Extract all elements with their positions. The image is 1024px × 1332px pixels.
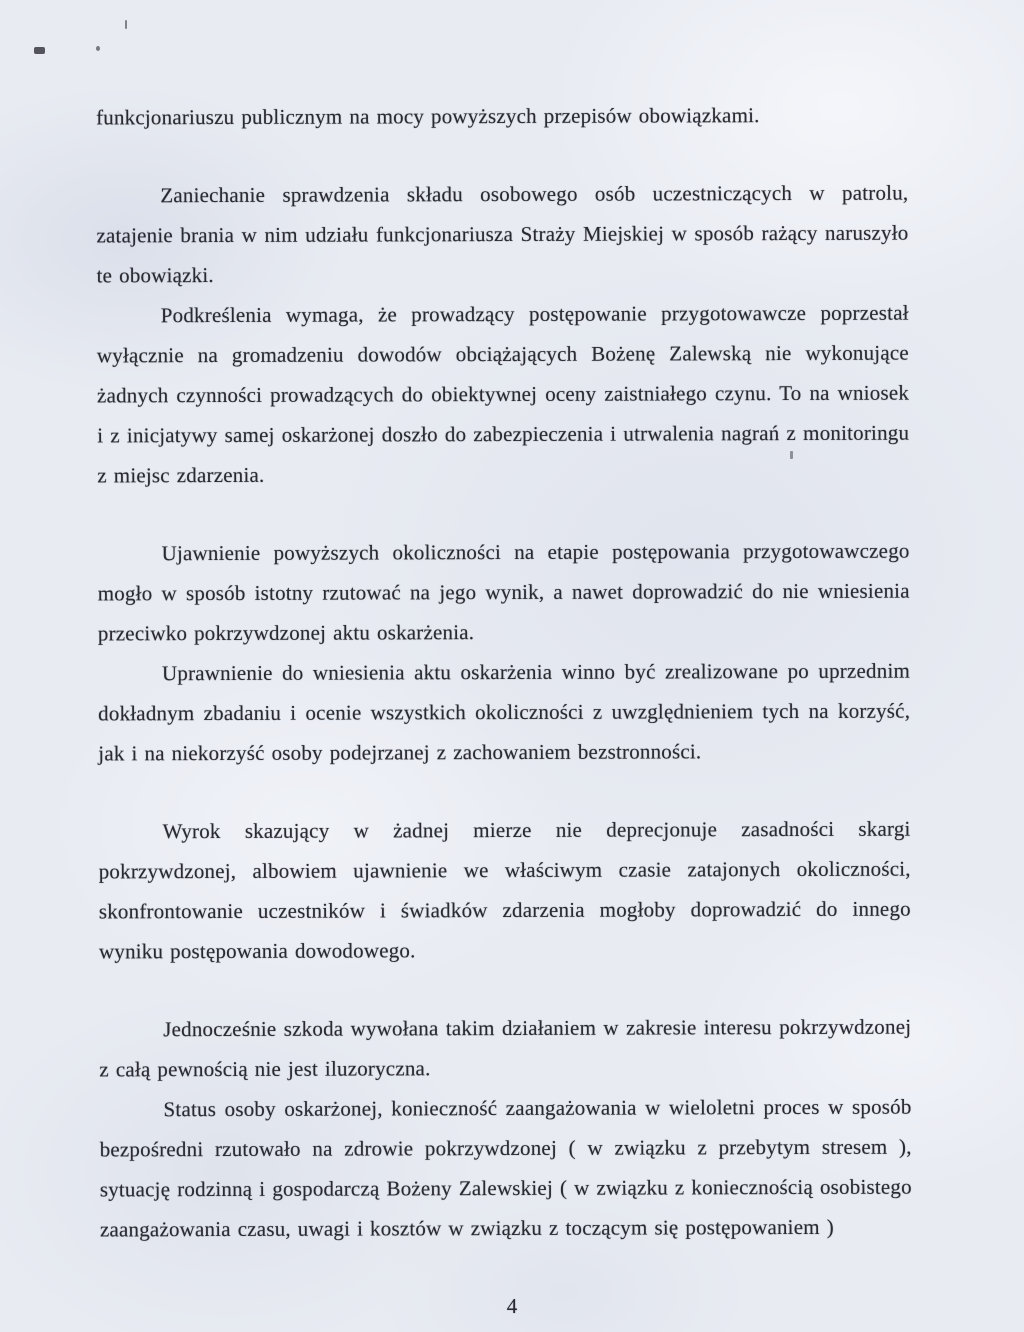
document-body: [96, 95, 912, 1250]
paragraph: Status osoby oskarżonej, konieczność zaangażowania w wieloletni proces w sposób bezpośredni rzutowało na zdrowie pokrzywdzonej ( w związku z przebytym stresem ), sytuację rodzinną i gospodarczą Bożeny Zalewskiej ( w związku z koniecznością osobistego zaangażowania czasu, uwagi i kosztów w związku z toczącym się postępowaniem ): [99, 1094, 912, 1242]
paragraph-continuation: funkcjonariuszu publicznym na mocy powyższych przepisów obowiązkami.: [96, 103, 760, 130]
page-number: 4: [506, 1294, 518, 1318]
scan-speck: [34, 47, 45, 54]
paragraph: Zaniechanie sprawdzenia składu osobowego osób uczestniczących w patrolu, zatajenie brania w nim udziału funkcjonariusza Straży Miejskiej w sposób rażący naruszyło te obowiązki.: [96, 180, 909, 288]
paragraph: Wyrok skazujący w żadnej mierze nie deprecjonuje zasadności skargi pokrzywdzonej, albowiem ujawnienie we właściwym czasie zatajonych okoliczności, skonfrontowanie uczestników i świadków zdarzenia mogłoby doprowadzić do innego wyniku postępowania dowodowego.: [98, 816, 911, 964]
scan-speck: [125, 20, 127, 29]
paragraph: Podkreślenia wymaga, że prowadzący postępowanie przygotowawcze poprzestał wyłącznie na gromadzeniu dowodów obciążających Bożenę Zalewską nie wykonujące żadnych czynności prowadzących do obiektywnej oceny zaistniałego czynu. To na wniosek i z inicjatywy samej oskarżonej doszło do zabezpieczenia i utrwalenia nagrań z monitoringu z miejsc zdarzenia.: [96, 300, 910, 488]
scan-speck: [96, 46, 100, 51]
paragraph: Uprawnienie do wniesienia aktu oskarżenia winno być zrealizowane po uprzednim dokładnym zbadaniu i ocenie wszystkich okoliczności z uwzględnieniem tych na korzyść, jak i na niekorzyść osoby podejrzanej z zachowaniem bezstronności.: [98, 658, 911, 766]
paragraph: Jednocześnie szkoda wywołana takim działaniem w zakresie interesu pokrzywdzonej z całą pewnością nie jest iluzoryczna.: [99, 1014, 912, 1082]
paragraph: Ujawnienie powyższych okoliczności na etapie postępowania przygotowawczego mogło w sposób istotny rzutować na jego wynik, a nawet doprowadzić do nie wniesienia przeciwko pokrzywdzonej aktu oskarżenia.: [97, 538, 910, 646]
